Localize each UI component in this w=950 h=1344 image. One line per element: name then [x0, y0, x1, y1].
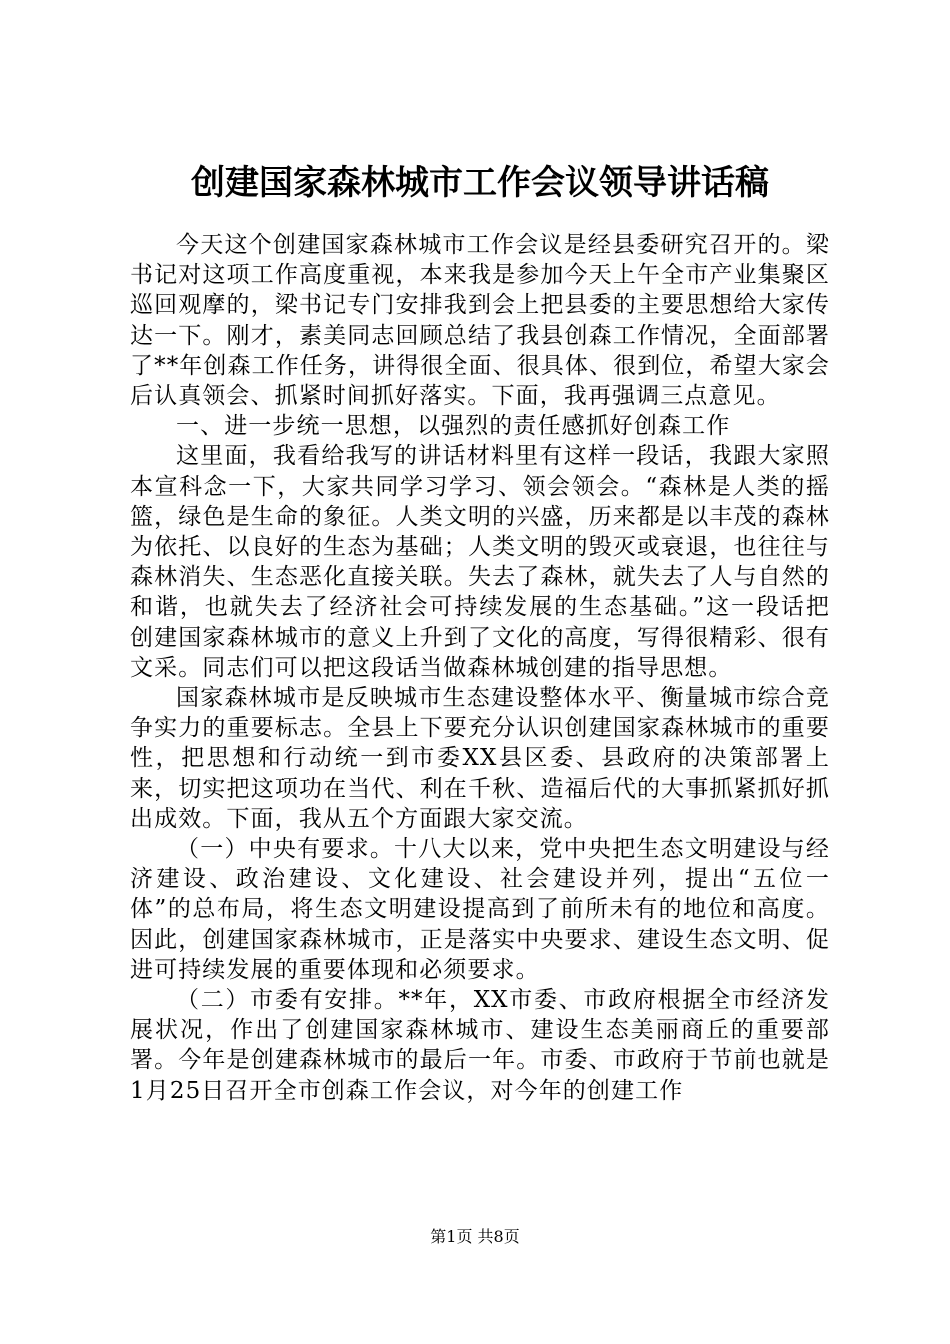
paragraph-quote: 这里面，我看给我写的讲话材料里有这样一段话，我跟大家照本宣科念一下，大家共同学习学习、领会领会。“森林是人类的摇篮，绿色是生命的象征。人类文明的兴盛，历来都是以丰茂的森林为依托、以良好的生态为基础；人类文明的毁灭或衰退，也往往与森林消失、生态恶化直接关联。失去了森林，就失去了人与自然的和谐，也就失去了经济社会可持续发展的生态基础。”这一段话把创建国家森林城市的意义上升到了文化的高度，写得很精彩、很有文采。同志们可以把这段话当做森林城创建的指导思想。 [130, 443, 830, 681]
paragraph-central-requirement: （一）中央有要求。十八大以来，党中央把生态文明建设与经济建设、政治建设、文化建设、社会建设并列，提出“五位一体”的总布局，将生态文明建设提高到了前所未有的地位和高度。因此，创建国家森林城市，正是落实中央要求、建设生态文明、促进可持续发展的重要体现和必须要求。 [130, 836, 830, 983]
document-title: 创建国家森林城市工作会议领导讲话稿 [191, 163, 769, 203]
paragraph-intro: 今天这个创建国家森林城市工作会议是经县委研究召开的。梁书记对这项工作高度重视，本来我是参加今天上午全市产业集聚区巡回观摩的，梁书记专门安排我到会上把县委的主要思想给大家传达一下。刚才，素美同志回顾总结了我县创森工作情况，全面部署了**年创森工作任务，讲得很全面、很具体、很到位，希望大家会后认真领会、抓紧时间抓好落实。下面，我再强调三点意见。 [130, 232, 830, 410]
paragraph-significance: 国家森林城市是反映城市生态建设整体水平、衡量城市综合竞争实力的重要标志。全县上下要充分认识创建国家森林城市的重要性，把思想和行动统一到市委XX县区委、县政府的决策部署上来，切实把这项功在当代、利在千秋、造福后代的大事抓紧抓好抓出成效。下面，我从五个方面跟大家交流。 [130, 685, 830, 832]
paragraph-municipal-arrangement: （二）市委有安排。**年，XX市委、市政府根据全市经济发展状况，作出了创建国家森林城市、建设生态美丽商丘的重要部署。今年是创建森林城市的最后一年。市委、市政府于节前也就是1月25日召开全市创森工作会议，对今年的创建工作 [130, 987, 830, 1104]
page-footer: 第1页 共8页 [430, 1227, 520, 1246]
document-body [130, 230, 830, 1106]
section-heading-1: 一、进一步统一思想，以强烈的责任感抓好创森工作 [176, 413, 731, 440]
